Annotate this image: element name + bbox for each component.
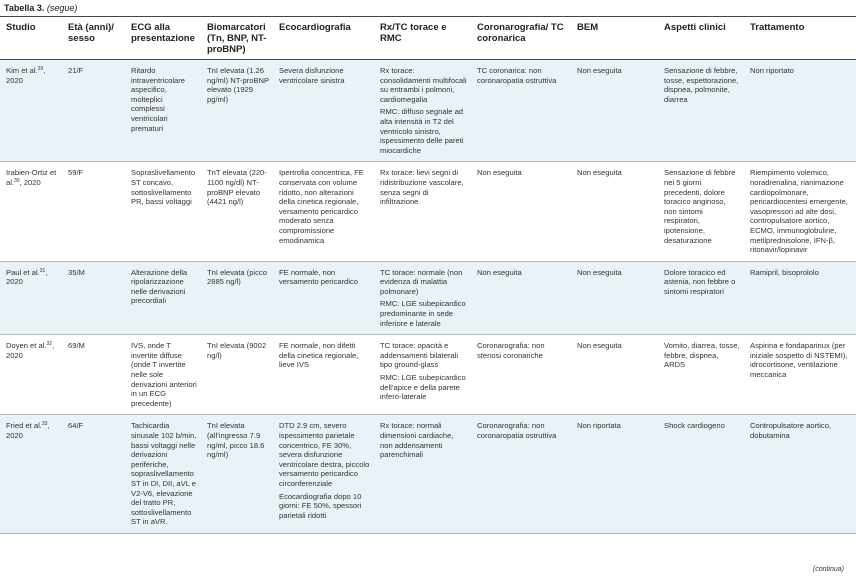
study-ref: 33 xyxy=(41,421,48,428)
continua-note: (continua) xyxy=(812,566,844,573)
header-biomarcatori: Biomarcatori (Tn, BNP, NT-proBNP) xyxy=(207,22,267,55)
echo-cell xyxy=(273,335,374,415)
cell-paragraph: Ipertrofia concentrica, FE conservata con volume ridotto, non alterazioni della cinetica regionale, versamento pericardico moderato senza compromissione emodinamica xyxy=(279,168,364,245)
cell-paragraph: TnI elevata (all’ingresso 7.9 ng/ml, picco 18.6 ng/ml) xyxy=(207,421,265,460)
cell-paragraph: RMC: diffuso segnale ad alta intensità in T2 del ventricolo sinistro, ispessimento delle pareti miocardiche xyxy=(380,107,464,155)
study-year: , 2020 xyxy=(6,66,46,85)
cell-paragraph: Tachicardia sinusale 102 b/min, bassi voltaggi nelle derivazioni periferiche, sopraslivellamento ST in DI, DII, aVL e V2-V6, elevazione del tratto PR, sottoslivellamento ST in aVR. xyxy=(131,421,197,527)
age-sex-cell: 35/M xyxy=(62,261,125,335)
clinical-cell xyxy=(658,415,744,534)
coronary-cell xyxy=(471,335,571,415)
bem-cell xyxy=(571,261,658,335)
header-rx-tc: Rx/TC torace e RMC xyxy=(380,22,447,44)
cell-paragraph: Aspirina e fondaparinux (per iniziale sospetto di NSTEMI), idrocortisone, ventilazione meccanica xyxy=(750,341,848,380)
cell-paragraph: Sensazione di febbre, tosse, espettorazione, dispnea, polmonite, diarrea xyxy=(664,66,739,104)
cell-paragraph: Sensazione di febbre nei 5 giorni precedenti, dolore toracico anginoso, non sintomi respiratori, ipotensione, desaturazione xyxy=(664,168,736,245)
rx-cell xyxy=(374,60,471,162)
header-ecocardiografia: Ecocardiografia xyxy=(279,22,351,33)
rx-cell xyxy=(374,162,471,261)
cell-paragraph: Sopraslivellamento ST concavo, sottoslivellamento PR, bassi voltaggi xyxy=(131,168,196,207)
cell-paragraph: Non riportata xyxy=(577,421,621,431)
bem-cell xyxy=(571,335,658,415)
biomarker-cell xyxy=(201,60,273,162)
cell-paragraph: Non eseguita xyxy=(577,168,622,178)
study-ref: 30 xyxy=(14,177,20,184)
cell-paragraph: TnT elevata (220-1100 ng/dl) NT-proBNP elevato (4421 ng/l) xyxy=(207,168,267,207)
bem-cell xyxy=(571,162,658,261)
rx-cell xyxy=(374,261,471,335)
ecg-cell xyxy=(125,415,201,534)
ecg-cell xyxy=(125,162,201,261)
coronary-cell xyxy=(471,162,571,261)
table-row xyxy=(0,162,856,261)
echo-cell xyxy=(273,60,374,162)
table-row xyxy=(0,261,856,335)
treatment-cell xyxy=(744,415,856,534)
age-sex-cell: 69/M xyxy=(68,341,85,351)
study-cell xyxy=(0,162,62,261)
rx-cell xyxy=(374,335,471,415)
age-sex-cell: 64/F xyxy=(62,415,125,534)
cell-paragraph: IVS, onde T invertite diffuse (onde T invertite nelle sole derivazioni anteriori in un ECG precedente) xyxy=(131,341,197,408)
study-year: , 2020 xyxy=(6,341,55,360)
cell-paragraph: Non riportato xyxy=(750,66,794,75)
header-aspetti-clinici: Aspetti clinici xyxy=(664,22,726,33)
cell-paragraph: Ritardo intraventricolare aspecifico, molteplici complessi ventricolari prematuri xyxy=(131,66,186,133)
study-ref: 31 xyxy=(39,267,46,274)
header-ecg: ECG alla presentazione xyxy=(131,22,195,44)
cell-paragraph: TnI elevata (1.26 ng/ml) NT-proBNP elevato (1929 pg/ml) xyxy=(207,66,269,104)
cell-paragraph: TnI elevata (picco 2885 ng/l) xyxy=(207,267,267,287)
treatment-cell xyxy=(744,335,856,415)
clinical-cell xyxy=(658,60,744,162)
cell-paragraph: TC torace: opacità e addensamenti bilaterali tipo ground-glass xyxy=(380,341,459,370)
cell-paragraph: Severa disfunzione ventricolare sinistra xyxy=(279,66,345,85)
table-title xyxy=(4,3,77,13)
clinical-cell xyxy=(658,162,744,261)
cell-paragraph: TnI elevata (9002 ng/l) xyxy=(207,341,267,360)
clinical-cell xyxy=(658,335,744,415)
table-label: Tabella 3. xyxy=(4,3,45,13)
coronary-cell xyxy=(471,60,571,162)
study-year: , 2020 xyxy=(6,421,50,440)
header-trattamento: Trattamento xyxy=(750,22,805,33)
cell-paragraph: FE normale, non versamento pericardico xyxy=(279,267,358,287)
cell-paragraph: Ecocardiografia dopo 10 giorni: FE 50%, spessori parietali ridotti xyxy=(279,491,362,520)
header-row xyxy=(0,17,856,60)
header-bem: BEM xyxy=(577,22,599,33)
cell-paragraph: Rx torace: lievi segni di ridistribuzione vascolare, senza segni di infiltrazione xyxy=(380,168,464,207)
cell-paragraph: Ramipril, bisoprololo xyxy=(750,267,819,277)
study-year: , 2020 xyxy=(6,267,48,287)
header-studio: Studio xyxy=(6,22,36,33)
biomarker-cell xyxy=(201,415,273,534)
study-year: , 2020 xyxy=(19,177,41,187)
cell-paragraph: FE normale, non difetti della cinetica regionale, lieve IVS xyxy=(279,341,359,370)
treatment-cell xyxy=(744,261,856,335)
cell-paragraph: Rx torace: consolidamenti multifocali su entrambi i polmoni, cardiomegalia xyxy=(380,66,467,104)
cell-paragraph: Non eseguita xyxy=(477,267,522,277)
ecg-cell xyxy=(125,261,201,335)
study-author: Kim et al. xyxy=(6,66,38,75)
cell-paragraph: Shock cardiogeno xyxy=(664,421,725,431)
cell-paragraph: Coronarografia: non coronaropatia ostruttiva xyxy=(477,421,557,440)
echo-cell xyxy=(273,162,374,261)
cell-paragraph: Vomito, diarrea, tosse, febbre, dispnea, ARDS xyxy=(664,341,740,370)
header-coronarografia: Coronarografia/ TC coronarica xyxy=(477,22,564,44)
cell-paragraph: Alterazione della ripolarizzazione nelle derivazioni precordiali xyxy=(131,267,188,306)
bem-cell xyxy=(571,60,658,162)
header-eta: Età (anni)/ sesso xyxy=(68,22,114,44)
biomarker-cell xyxy=(201,162,273,261)
cell-paragraph: Riempimento volemico, noradrenalina, rianimazione cardiopolmonare, pericardiocentesi emergente, vasopressori ad alte dosi, contropulsatore aortico, ECMO, immunoglobuline, metilprednisolone, IFN-β, ritonavir/lopinavir xyxy=(750,168,848,255)
rx-cell xyxy=(374,415,471,534)
study-ref: 32 xyxy=(46,341,53,348)
cell-paragraph: TC torace: normale (non evidenza di malattia polmonare) xyxy=(380,267,463,296)
ecg-cell xyxy=(125,60,201,162)
cell-paragraph: Non eseguita xyxy=(477,168,522,178)
bem-cell xyxy=(571,415,658,534)
cell-paragraph: Contropulsatore aortico, dobutamina xyxy=(750,421,832,440)
treatment-cell xyxy=(744,60,856,162)
clinical-cell xyxy=(658,261,744,335)
coronary-cell xyxy=(471,415,571,534)
study-cell xyxy=(0,415,62,534)
cell-paragraph: RMC: LGE subepicardico dell’apice e della parete infero-laterale xyxy=(380,373,466,402)
study-cell xyxy=(0,261,62,335)
cell-paragraph: RMC: LGE subepicardico predominante in sede inferiore e laterale xyxy=(380,299,466,328)
biomarker-cell xyxy=(201,261,273,335)
cell-paragraph: DTD 2.9 cm, severo ispessimento parietale concentrico, FE 30%, severa disfunzione ventricolare destra, piccolo versamento pericardico circonferenziale xyxy=(279,421,370,488)
age-sex-cell: 59/F xyxy=(68,168,84,178)
biomarker-cell xyxy=(201,335,273,415)
cell-paragraph: Non eseguita xyxy=(577,66,622,75)
table-note: (segue) xyxy=(46,3,78,13)
study-cell xyxy=(0,335,62,415)
study-author: Paul et al. xyxy=(6,267,40,277)
study-cell xyxy=(0,60,62,162)
study-ref: 29 xyxy=(37,66,44,72)
cell-paragraph: TC coronarica: non coronaropatia ostruttiva xyxy=(477,66,557,85)
age-sex-cell: 21/F xyxy=(62,60,125,162)
cell-paragraph: Non eseguita xyxy=(577,341,622,351)
cell-paragraph: Non eseguita xyxy=(577,267,622,277)
study-author: Doyen et al. xyxy=(6,341,47,351)
table-row xyxy=(0,60,856,162)
echo-cell xyxy=(273,261,374,335)
cell-paragraph: Rx torace: normali dimensioni cardiache, non addensamenti parenchimali xyxy=(380,421,454,460)
treatment-cell xyxy=(744,162,856,261)
study-author: Fried et al. xyxy=(6,421,42,431)
cell-paragraph: Coronarografia: non stenosi coronariche xyxy=(477,341,545,360)
table-row xyxy=(0,415,856,534)
table-row xyxy=(0,335,856,415)
data-table xyxy=(0,16,856,534)
study-author: Irabien-Ortiz et al. xyxy=(6,168,57,187)
ecg-cell xyxy=(125,335,201,415)
coronary-cell xyxy=(471,261,571,335)
echo-cell xyxy=(273,415,374,534)
cell-paragraph: Dolore toracico ed astenia, non febbre o sintomi respiratori xyxy=(664,267,736,296)
